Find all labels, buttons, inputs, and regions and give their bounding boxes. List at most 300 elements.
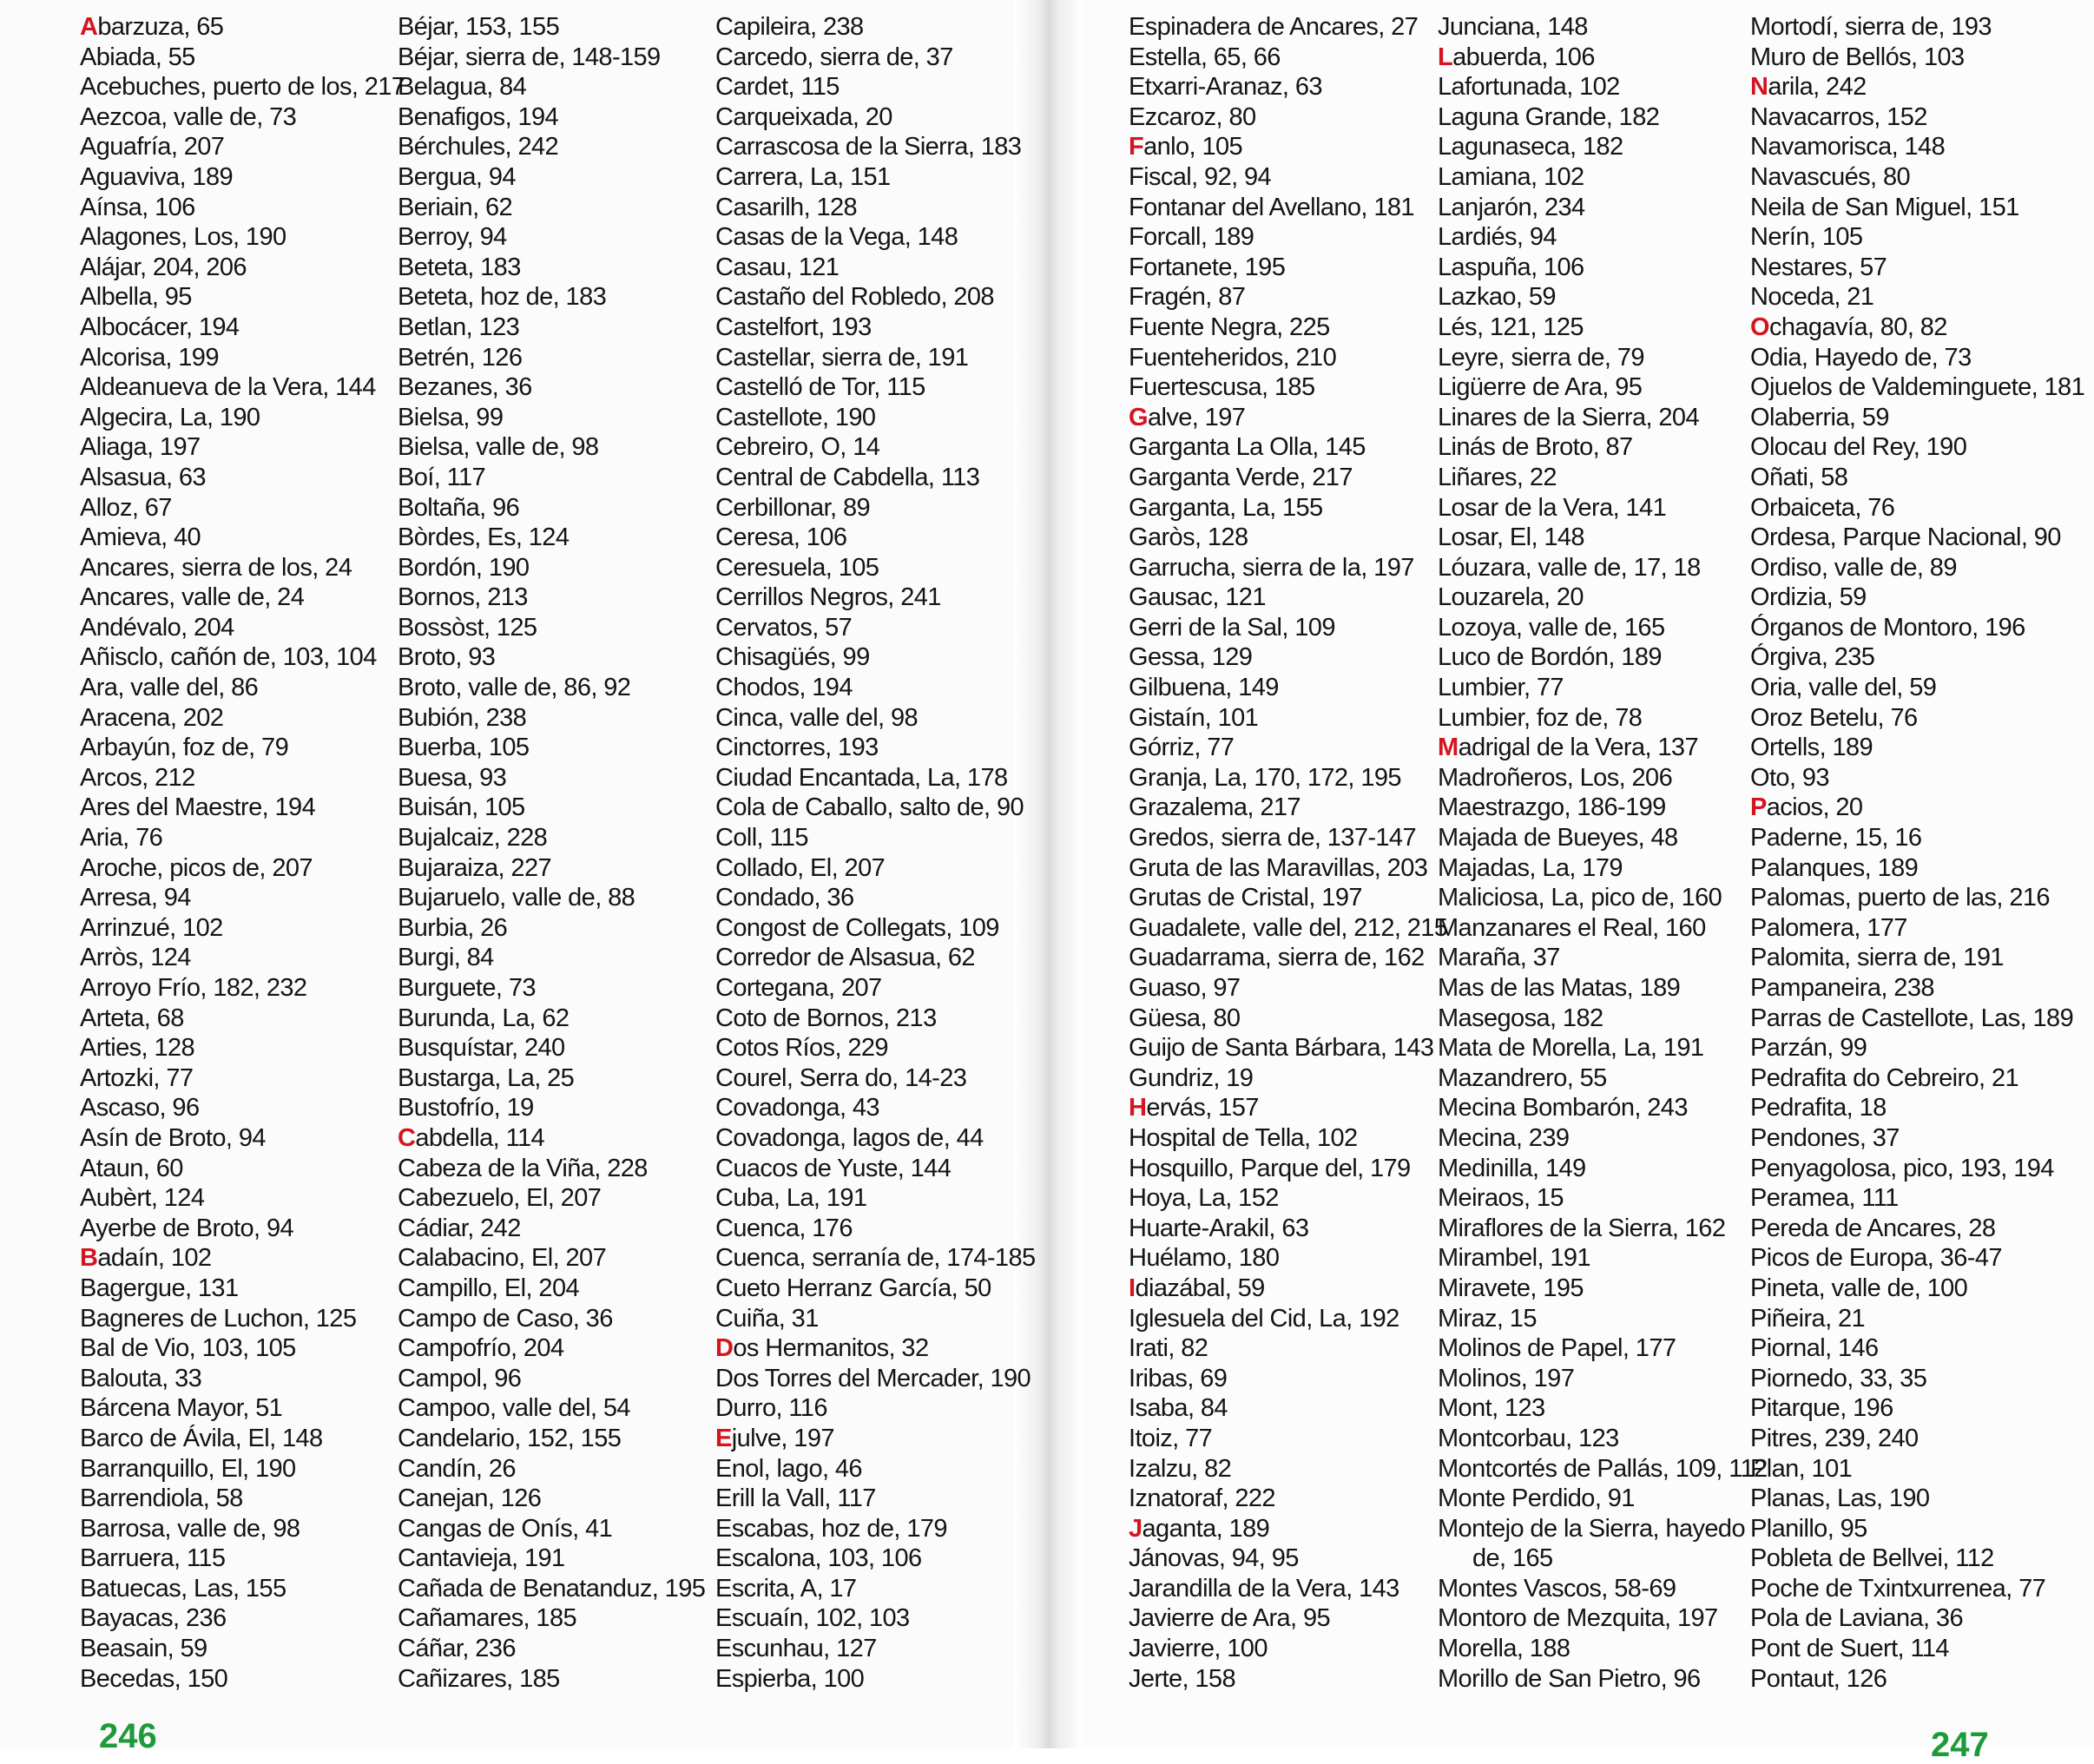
index-entry xyxy=(715,132,1036,162)
index-entry-text: Gilbuena, 149 xyxy=(1129,674,1279,702)
page-number-left: 246 xyxy=(99,1717,157,1755)
index-entry xyxy=(1438,1634,1768,1664)
index-entry xyxy=(1438,793,1768,823)
index-entry xyxy=(1129,463,1447,493)
index-column-2 xyxy=(398,12,705,1694)
index-entry-text: Bujaraiza, 227 xyxy=(398,853,551,882)
index-entry-text: Boí, 117 xyxy=(398,463,486,491)
index-column-5 xyxy=(1438,12,1768,1694)
index-entry xyxy=(1438,1454,1768,1484)
index-entry-text: Campol, 96 xyxy=(398,1364,522,1392)
index-entry-text: Garganta La Olla, 145 xyxy=(1129,433,1366,462)
index-entry xyxy=(1438,1544,1768,1574)
index-entry xyxy=(1750,823,2084,853)
index-entry-text: Arroyo Frío, 182, 232 xyxy=(80,974,307,1002)
index-entry-text: Pineta, valle de, 100 xyxy=(1750,1274,1968,1302)
index-entry xyxy=(80,1304,405,1334)
index-entry-text: Oria, valle del, 59 xyxy=(1750,674,1937,702)
index-entry xyxy=(398,43,705,73)
index-entry-text: Grazalema, 217 xyxy=(1129,793,1301,822)
index-entry xyxy=(1438,1603,1768,1634)
index-entry-text: Montcorbau, 123 xyxy=(1438,1424,1619,1452)
index-entry-text: Güesa, 80 xyxy=(1129,1004,1241,1032)
index-entry xyxy=(1129,1574,1447,1604)
index-entry xyxy=(398,613,705,643)
index-entry-text: Majadas, La, 179 xyxy=(1438,853,1623,882)
index-entry xyxy=(80,1333,405,1364)
index-entry xyxy=(1750,1123,2084,1154)
index-entry-text: Bujalcaiz, 228 xyxy=(398,824,548,852)
index-entry xyxy=(80,1063,405,1094)
index-entry-text: Pola de Laviana, 36 xyxy=(1750,1604,1963,1633)
index-entry xyxy=(1129,1123,1447,1154)
index-entry-text: Molinos de Papel, 177 xyxy=(1438,1334,1676,1363)
index-entry xyxy=(80,613,405,643)
index-entry-text: Bagergue, 131 xyxy=(80,1274,239,1302)
index-entry-text: Algecira, La, 190 xyxy=(80,403,260,431)
index-entry-text: Plan, 101 xyxy=(1750,1454,1853,1483)
index-entry xyxy=(715,1393,1036,1424)
index-entry xyxy=(715,613,1036,643)
index-entry xyxy=(715,162,1036,193)
index-column-6 xyxy=(1750,12,2084,1694)
index-entry xyxy=(715,642,1036,673)
index-entry xyxy=(1750,72,2084,102)
index-entry xyxy=(398,253,705,283)
index-entry-text: Cardet, 115 xyxy=(715,73,840,102)
index-entry xyxy=(1438,1574,1768,1604)
index-entry-text: Mont, 123 xyxy=(1438,1394,1545,1423)
index-entry xyxy=(1438,1393,1768,1424)
index-entry-text: Lés, 121, 125 xyxy=(1438,313,1584,341)
index-entry-text: Candelario, 152, 155 xyxy=(398,1424,622,1452)
index-entry xyxy=(715,1514,1036,1544)
section-initial-letter: H xyxy=(1129,1094,1147,1122)
index-entry-text: Palanques, 189 xyxy=(1750,853,1919,882)
index-entry xyxy=(398,1274,705,1304)
index-entry xyxy=(80,403,405,433)
index-entry-text: Beriain, 62 xyxy=(398,193,513,221)
index-entry xyxy=(715,1033,1036,1063)
index-entry xyxy=(1750,1364,2084,1394)
index-entry-text: Barrosa, valle de, 98 xyxy=(80,1514,300,1543)
index-entry-text: Peramea, 111 xyxy=(1750,1184,1899,1213)
index-entry xyxy=(1750,1004,2084,1034)
index-entry-text: Iznatoraf, 222 xyxy=(1129,1484,1275,1513)
index-entry-text: Cueto Herranz García, 50 xyxy=(715,1274,991,1302)
index-entry-text: Majada de Bueyes, 48 xyxy=(1438,824,1678,852)
index-entry xyxy=(1750,372,2084,403)
index-entry-text: Albella, 95 xyxy=(80,283,192,312)
index-entry-text: Congost de Collegats, 109 xyxy=(715,913,999,942)
index-entry xyxy=(1438,1514,1768,1544)
index-entry-text: Buesa, 93 xyxy=(398,763,507,792)
index-entry-text: Penyagolosa, pico, 193, 194 xyxy=(1750,1154,2054,1182)
index-entry xyxy=(398,72,705,102)
index-entry-text: Maraña, 37 xyxy=(1438,944,1560,972)
index-entry-text: Órganos de Montoro, 196 xyxy=(1750,613,2025,642)
index-entry xyxy=(398,1603,705,1634)
index-entry xyxy=(1750,432,2084,463)
index-entry xyxy=(80,1123,405,1154)
index-entry-text: Noceda, 21 xyxy=(1750,283,1874,312)
index-entry xyxy=(80,463,405,493)
index-entry xyxy=(1129,1514,1447,1544)
index-entry-text: Pendones, 37 xyxy=(1750,1123,1900,1152)
index-entry xyxy=(80,973,405,1004)
index-entry-text: Pont de Suert, 114 xyxy=(1750,1635,1949,1663)
index-entry-text: Lozoya, valle de, 165 xyxy=(1438,613,1665,642)
index-entry-text: Cuiña, 31 xyxy=(715,1304,819,1333)
index-entry xyxy=(1750,1063,2084,1094)
index-entry xyxy=(1750,222,2084,253)
index-entry-text: Molinos, 197 xyxy=(1438,1364,1575,1392)
index-entry xyxy=(1129,1364,1447,1394)
index-entry-text: Burbia, 26 xyxy=(398,913,508,942)
index-entry-text: Gausac, 121 xyxy=(1129,583,1266,612)
index-entry xyxy=(1129,853,1447,884)
index-entry-text: Guaso, 97 xyxy=(1129,974,1241,1002)
index-entry xyxy=(715,553,1036,583)
index-entry-text: Ortells, 189 xyxy=(1750,734,1873,762)
index-entry xyxy=(1129,613,1447,643)
index-entry-text: Alloz, 67 xyxy=(80,493,172,522)
index-entry-text: Beteta, 183 xyxy=(398,253,521,281)
index-entry xyxy=(80,1093,405,1123)
index-entry xyxy=(715,1274,1036,1304)
index-entry xyxy=(715,403,1036,433)
index-entry-text: Barrendiola, 58 xyxy=(80,1484,243,1513)
index-entry-text: julve, 197 xyxy=(731,1424,834,1452)
index-entry-text: Guijo de Santa Bárbara, 143 xyxy=(1129,1034,1434,1063)
index-entry xyxy=(1129,1093,1447,1123)
index-entry-text: abdella, 114 xyxy=(415,1123,545,1152)
page-number-right: 247 xyxy=(1931,1726,1989,1764)
index-entry-text: Campoo, valle del, 54 xyxy=(398,1394,630,1423)
index-entry-text: Chisagüés, 99 xyxy=(715,643,870,672)
index-entry-text: Jarandilla de la Vera, 143 xyxy=(1129,1574,1399,1603)
index-entry xyxy=(80,1574,405,1604)
index-entry xyxy=(1129,493,1447,523)
index-entry xyxy=(1438,493,1768,523)
index-entry-text: Cantavieja, 191 xyxy=(398,1544,565,1573)
index-entry xyxy=(715,1093,1036,1123)
section-initial-letter: E xyxy=(715,1424,732,1452)
index-entry-text: Cangas de Onís, 41 xyxy=(398,1514,613,1543)
index-entry xyxy=(80,493,405,523)
index-entry xyxy=(715,193,1036,223)
index-entry-text: Montcortés de Pallás, 109, 112 xyxy=(1438,1454,1768,1483)
index-entry-text: Mata de Morella, La, 191 xyxy=(1438,1034,1704,1063)
index-entry xyxy=(80,793,405,823)
index-entry xyxy=(80,823,405,853)
index-entry-text: arila, 242 xyxy=(1768,73,1867,102)
index-entry xyxy=(715,1544,1036,1574)
index-entry xyxy=(398,1454,705,1484)
index-entry-text: Cinctorres, 193 xyxy=(715,734,879,762)
index-entry xyxy=(398,102,705,133)
index-entry-text: Corredor de Alsasua, 62 xyxy=(715,944,975,972)
index-entry xyxy=(1129,372,1447,403)
index-entry-text: Javierre, 100 xyxy=(1129,1635,1268,1663)
index-entry-text: Aínsa, 106 xyxy=(80,193,195,221)
index-entry-text: Nestares, 57 xyxy=(1750,253,1887,281)
section-initial-letter: I xyxy=(1129,1274,1136,1302)
section-initial-letter: M xyxy=(1438,734,1459,762)
index-entry xyxy=(1129,1424,1447,1454)
index-entry xyxy=(715,703,1036,734)
index-entry xyxy=(1750,1243,2084,1274)
index-entry-text: adaín, 102 xyxy=(97,1244,212,1273)
index-entry xyxy=(1129,1393,1447,1424)
index-entry-text: Ancares, sierra de los, 24 xyxy=(80,553,352,582)
index-entry xyxy=(398,132,705,162)
index-entry-text: Pedrafita do Cebreiro, 21 xyxy=(1750,1063,2019,1092)
index-entry xyxy=(80,72,405,102)
index-entry-text: Garganta, La, 155 xyxy=(1129,493,1323,522)
index-entry-text: Meiraos, 15 xyxy=(1438,1184,1564,1213)
index-entry-text: Alájar, 204, 206 xyxy=(80,253,247,281)
index-entry xyxy=(715,1634,1036,1664)
index-entry xyxy=(1750,973,2084,1004)
index-entry xyxy=(715,1664,1036,1695)
index-entry-text: Benafigos, 194 xyxy=(398,102,559,131)
index-entry xyxy=(1438,43,1768,73)
index-entry-text: Aubèrt, 124 xyxy=(80,1184,205,1213)
index-entry xyxy=(1750,43,2084,73)
section-initial-letter: O xyxy=(1750,313,1769,341)
index-entry-text: Cuba, La, 191 xyxy=(715,1184,867,1213)
index-entry xyxy=(1129,1183,1447,1214)
index-entry xyxy=(1129,642,1447,673)
index-entry-text: Mirambel, 191 xyxy=(1438,1244,1590,1273)
index-entry-text: Bòrdes, Es, 124 xyxy=(398,523,570,552)
index-entry xyxy=(1750,253,2084,283)
index-entry-text: Lardiés, 94 xyxy=(1438,223,1557,252)
index-entry xyxy=(398,1063,705,1094)
index-entry-text: Losar, El, 148 xyxy=(1438,523,1584,552)
index-entry-text: Górriz, 77 xyxy=(1129,734,1235,762)
index-entry-text: Pedrafita, 18 xyxy=(1750,1094,1887,1122)
index-entry-text: alve, 197 xyxy=(1147,403,1246,431)
index-entry-text: Aroche, picos de, 207 xyxy=(80,853,313,882)
index-entry-text: Huarte-Arakil, 63 xyxy=(1129,1214,1309,1242)
index-entry xyxy=(398,162,705,193)
index-entry-text: Bustarga, La, 25 xyxy=(398,1063,575,1092)
index-entry xyxy=(1750,343,2084,373)
index-entry-text: Guadalete, valle del, 212, 215 xyxy=(1129,913,1448,942)
index-entry-text: Cádiar, 242 xyxy=(398,1214,521,1242)
index-entry xyxy=(1129,193,1447,223)
index-entry xyxy=(1438,102,1768,133)
index-entry xyxy=(80,102,405,133)
index-entry xyxy=(398,463,705,493)
index-entry xyxy=(1129,1214,1447,1244)
index-entry xyxy=(1438,913,1768,944)
index-entry xyxy=(398,943,705,973)
index-entry xyxy=(1438,132,1768,162)
index-entry xyxy=(398,12,705,43)
index-entry-text: Muro de Bellós, 103 xyxy=(1750,43,1965,71)
index-entry-text: Piornal, 146 xyxy=(1750,1334,1879,1363)
index-entry-text: Ciudad Encantada, La, 178 xyxy=(715,763,1008,792)
index-entry-text: Olaberria, 59 xyxy=(1750,403,1889,431)
index-entry-text: Pereda de Ancares, 28 xyxy=(1750,1214,1996,1242)
index-entry-text: Aliaga, 197 xyxy=(80,433,201,462)
index-entry xyxy=(1750,12,2084,43)
index-entry xyxy=(398,1364,705,1394)
index-entry xyxy=(80,913,405,944)
index-entry-text: Asín de Broto, 94 xyxy=(80,1123,266,1152)
index-entry-text: Dos Torres del Mercader, 190 xyxy=(715,1364,1031,1392)
index-entry-text: Garganta Verde, 217 xyxy=(1129,463,1353,491)
index-entry-text: Garrucha, sierra de la, 197 xyxy=(1129,553,1414,582)
index-entry-text: Burunda, La, 62 xyxy=(398,1004,570,1032)
index-entry-text: Palomas, puerto de las, 216 xyxy=(1750,884,2050,912)
index-entry-text: Enol, lago, 46 xyxy=(715,1454,862,1483)
index-entry-text: Cebreiro, O, 14 xyxy=(715,433,880,462)
index-entry-text: Bal de Vio, 103, 105 xyxy=(80,1334,296,1363)
index-entry-text: Etxarri-Aranaz, 63 xyxy=(1129,73,1322,102)
index-column-3 xyxy=(715,12,1036,1694)
index-entry-text: Arteta, 68 xyxy=(80,1004,184,1032)
index-entry-text: Ojuelos de Valdeminguete, 181 xyxy=(1750,373,2085,402)
index-entry xyxy=(715,733,1036,763)
index-entry-text: Cola de Caballo, salto de, 90 xyxy=(715,793,1024,822)
index-entry xyxy=(715,853,1036,884)
index-entry-text: Fuertescusa, 185 xyxy=(1129,373,1315,402)
index-entry-text: Lumbier, foz de, 78 xyxy=(1438,703,1643,732)
index-entry xyxy=(715,282,1036,313)
index-entry-text: Balouta, 33 xyxy=(80,1364,202,1392)
index-entry-text: Ancares, valle de, 24 xyxy=(80,583,305,612)
index-entry-text: Javierre de Ara, 95 xyxy=(1129,1604,1331,1633)
index-entry-text: Mecina, 239 xyxy=(1438,1123,1570,1152)
index-entry-text: Escabas, hoz de, 179 xyxy=(715,1514,947,1543)
index-entry xyxy=(1750,1093,2084,1123)
index-entry-text: Gundriz, 19 xyxy=(1129,1063,1254,1092)
index-entry-text: ervás, 157 xyxy=(1146,1094,1259,1122)
index-entry xyxy=(1129,43,1447,73)
index-entry-text: Buerba, 105 xyxy=(398,734,530,762)
index-entry-text: Ataun, 60 xyxy=(80,1154,183,1182)
index-entry xyxy=(715,1454,1036,1484)
index-entry xyxy=(398,1544,705,1574)
index-entry-text: Barruera, 115 xyxy=(80,1544,226,1573)
index-entry xyxy=(398,222,705,253)
index-entry-text: Poche de Txintxurrenea, 77 xyxy=(1750,1574,2046,1603)
index-entry-text: Beasain, 59 xyxy=(80,1635,207,1663)
index-entry-text: Covadonga, 43 xyxy=(715,1094,879,1122)
index-entry-text: Maestrazgo, 186-199 xyxy=(1438,793,1666,822)
index-entry xyxy=(1750,193,2084,223)
index-entry xyxy=(715,1154,1036,1184)
index-entry-text: Canejan, 126 xyxy=(398,1484,542,1513)
index-entry xyxy=(1750,883,2084,913)
index-entry xyxy=(1129,282,1447,313)
index-entry xyxy=(80,132,405,162)
index-entry xyxy=(398,553,705,583)
index-entry xyxy=(398,1154,705,1184)
index-entry-text: Bezanes, 36 xyxy=(398,373,532,402)
index-entry-text: Laguna Grande, 182 xyxy=(1438,102,1660,131)
index-entry-text: Bielsa, valle de, 98 xyxy=(398,433,599,462)
index-entry xyxy=(80,763,405,793)
index-entry xyxy=(398,523,705,553)
index-entry-text: Barco de Ávila, El, 148 xyxy=(80,1424,323,1452)
index-entry-text: Cinca, valle del, 98 xyxy=(715,703,919,732)
index-entry-text: Montoro de Mezquita, 197 xyxy=(1438,1604,1718,1633)
index-entry xyxy=(1129,733,1447,763)
index-entry-text: Pampaneira, 238 xyxy=(1750,974,1934,1002)
index-entry-text: Alsasua, 63 xyxy=(80,463,206,491)
index-entry xyxy=(715,12,1036,43)
index-entry-text: Picos de Europa, 36-47 xyxy=(1750,1244,2002,1273)
index-entry xyxy=(1438,222,1768,253)
index-entry-text: Mecina Bombarón, 243 xyxy=(1438,1094,1688,1122)
index-entry-text: Hospital de Tella, 102 xyxy=(1129,1123,1358,1152)
index-entry xyxy=(1750,793,2084,823)
index-entry xyxy=(1129,523,1447,553)
index-entry-text: Oñati, 58 xyxy=(1750,463,1848,491)
index-entry xyxy=(398,1033,705,1063)
section-initial-letter: B xyxy=(80,1244,98,1273)
index-entry xyxy=(715,883,1036,913)
index-entry-text: Junciana, 148 xyxy=(1438,13,1588,41)
index-entry-text: Isaba, 84 xyxy=(1129,1394,1228,1423)
index-entry xyxy=(1129,1664,1447,1695)
section-initial-letter: J xyxy=(1129,1514,1142,1543)
index-entry xyxy=(398,913,705,944)
index-entry xyxy=(398,432,705,463)
index-entry xyxy=(715,1304,1036,1334)
index-entry xyxy=(80,943,405,973)
index-entry-text: Betlan, 123 xyxy=(398,313,520,341)
index-entry-text: Aezcoa, valle de, 73 xyxy=(80,102,297,131)
index-entry-text: Gerri de la Sal, 109 xyxy=(1129,613,1335,642)
index-entry xyxy=(1129,162,1447,193)
index-entry xyxy=(1129,1063,1447,1094)
index-entry-text: Ayerbe de Broto, 94 xyxy=(80,1214,294,1242)
index-entry-text: abuerda, 106 xyxy=(1452,43,1595,71)
index-entry xyxy=(1750,1274,2084,1304)
index-entry xyxy=(1438,1243,1768,1274)
index-entry xyxy=(1129,253,1447,283)
index-entry-text: Lamiana, 102 xyxy=(1438,162,1584,191)
index-entry-text: Mas de las Matas, 189 xyxy=(1438,974,1681,1002)
index-entry xyxy=(715,1183,1036,1214)
index-entry xyxy=(1129,1333,1447,1364)
index-entry xyxy=(1750,642,2084,673)
index-entry xyxy=(80,1004,405,1034)
index-entry xyxy=(80,372,405,403)
index-entry xyxy=(80,733,405,763)
index-entry xyxy=(80,432,405,463)
index-entry xyxy=(715,372,1036,403)
index-entry xyxy=(80,703,405,734)
index-entry-text: Bárcena Mayor, 51 xyxy=(80,1394,283,1423)
index-entry-text: Bérchules, 242 xyxy=(398,133,559,161)
index-entry-text: Lafortunada, 102 xyxy=(1438,73,1620,102)
index-entry xyxy=(715,253,1036,283)
index-entry-text: Alagones, Los, 190 xyxy=(80,223,286,252)
index-entry xyxy=(398,1333,705,1364)
index-entry xyxy=(1129,1004,1447,1034)
index-entry-text: Bubión, 238 xyxy=(398,703,527,732)
index-entry xyxy=(1438,1033,1768,1063)
index-entry xyxy=(80,583,405,613)
index-entry-text: Nerín, 105 xyxy=(1750,223,1863,252)
